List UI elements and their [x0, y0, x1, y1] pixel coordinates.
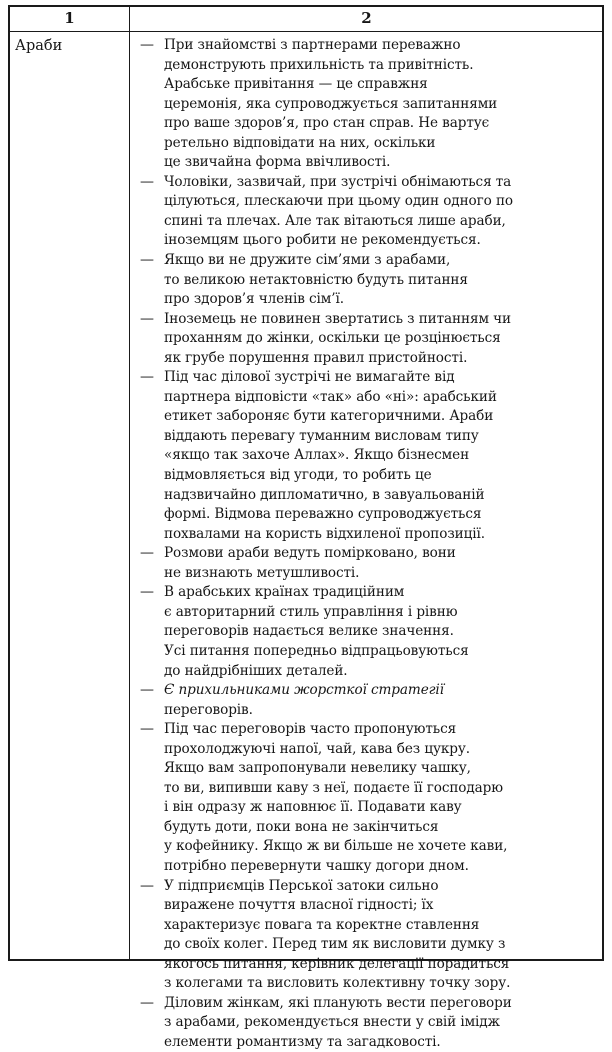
- text-line: у кофейнику. Якщо ж ви більше не хочете кави,: [164, 838, 508, 855]
- bullet-dash: —: [140, 310, 154, 327]
- text-line: партнера відповісти «так» або «ні»: арабський: [164, 388, 497, 405]
- text-line: будуть доти, поки вона не закінчиться: [164, 818, 439, 835]
- text-line: Розмови араби ведуть поміркованo, вони: [164, 545, 456, 562]
- text-line: віддають перевагу туманним висловам типу: [164, 427, 479, 444]
- text-line: Іноземець не повинен звертатись з питанням чи: [164, 310, 511, 327]
- text-line: не визнають метушливості.: [164, 564, 360, 581]
- bullet-dash: —: [140, 369, 154, 386]
- etiquette-items-list: [140, 36, 602, 1052]
- bullet-dash: —: [140, 173, 154, 190]
- text-line: це звичайна форма ввічливості.: [164, 154, 391, 171]
- bullet-dash: —: [140, 682, 154, 699]
- bullet-dash: —: [140, 37, 154, 53]
- text-line: переговорів.: [164, 701, 253, 718]
- text-line: про ваше здоров’я, про стан справ. Не вартує: [164, 115, 490, 132]
- text-line: то ви, випивши каву з неї, подаєте її господарю: [164, 779, 504, 796]
- bullet-dash: —: [140, 721, 154, 738]
- text-line: переговорів надається велике значення.: [164, 623, 454, 640]
- text-line: виражене почуття власної гідності; їх: [164, 897, 434, 914]
- text-line: прохолоджуючі напої, чай, кава без цукру.: [164, 740, 470, 757]
- text-line: Якщо ви не дружите сім’ями з арабами,: [164, 252, 451, 269]
- text-line: іноземцям цього робити не рекомендується.: [164, 232, 481, 249]
- text-line: Є прихильниками жорсткої стратегії: [164, 682, 444, 699]
- list-item: [140, 310, 602, 369]
- text-line: В арабських країнах традиційним: [164, 584, 405, 601]
- bullet-dash: —: [140, 545, 154, 562]
- text-line: характеризує повага та коректне ставлення: [164, 916, 480, 933]
- text-line: з колегами та висловить колективну точку зору.: [164, 975, 511, 992]
- text-line: похвалами на користь відхиленої пропозиції.: [164, 525, 485, 542]
- list-item: [140, 720, 602, 876]
- text-line: до своїх колег. Перед тим як висловити думку з: [164, 936, 506, 953]
- bullet-dash: —: [140, 252, 154, 269]
- text-line: проханням до жінки, оскільки це розцінюється: [164, 330, 501, 347]
- text-line: Діловим жінкам, які планують вести переговори: [164, 994, 512, 1011]
- list-item: [140, 36, 602, 173]
- bullet-dash: —: [140, 994, 154, 1011]
- bullet-dash: —: [140, 584, 154, 601]
- list-item: [140, 681, 602, 720]
- text-line: відмовляється від угоди, то робить це: [164, 467, 432, 484]
- text-line: церемонія, яка супроводжується запитаннями: [164, 95, 498, 112]
- row-label-arabs: Араби: [15, 38, 63, 54]
- text-line: етикет забороняє бути категоричними. Араби: [164, 408, 494, 425]
- text-line: спині та плечах. Але так вітаються лише араби,: [164, 212, 506, 229]
- text-line: є авторитарний стиль управління і рівню: [164, 603, 458, 620]
- text-line: як грубе порушення правил пристойності.: [164, 349, 468, 366]
- text-line: потрібно перевернути чашку догори дном.: [164, 857, 469, 874]
- column-divider: [129, 7, 130, 959]
- list-item: [140, 251, 602, 310]
- table-header-row: [10, 7, 602, 32]
- text-line: цілуються, плескаючи при цьому один одного по: [164, 193, 513, 210]
- text-line: «якщо так захоче Аллах». Якщо бізнесмен: [164, 447, 470, 464]
- text-line: формі. Відмова переважно супроводжується: [164, 506, 482, 523]
- column-header-2: 2: [361, 9, 372, 27]
- text-line: У підприємців Перської затоки сильно: [164, 877, 439, 894]
- text-line: якогось питання, керівник делегації порадиться: [164, 955, 510, 972]
- bullet-dash: —: [140, 877, 154, 894]
- text-line: елементи романтизму та загадковості.: [164, 1033, 441, 1050]
- etiquette-table: [8, 5, 604, 1050]
- text-line: про здоров’я членів сім’ї.: [164, 291, 344, 308]
- text-line: При знайомстві з партнерами переважно: [164, 37, 461, 53]
- list-item: [140, 368, 602, 544]
- list-item: [140, 173, 602, 251]
- text-line: Чоловіки, зазвичай, при зустрічі обнімаються та: [164, 173, 512, 190]
- text-line: ретельно відповідати на них, оскільки: [164, 134, 436, 151]
- list-item: [140, 583, 602, 681]
- text-line: Під час ділової зустрічі не вимагайте від: [164, 369, 455, 386]
- text-line: Усі питання попередньо відпрацьовуються: [164, 642, 469, 659]
- text-line: і він одразу ж наповнює її. Подавати каву: [164, 799, 462, 816]
- text-line: надзвичайно дипломатично, в завуальованій: [164, 486, 485, 503]
- list-item: [140, 877, 602, 994]
- text-line: Під час переговорів часто пропонуються: [164, 721, 457, 738]
- list-item: [140, 994, 602, 1052]
- text-line: до найдрібніших деталей.: [164, 662, 348, 679]
- column-header-1: 1: [64, 9, 75, 27]
- text-line: демонструють прихильність та привітність.: [164, 56, 474, 73]
- list-item: [140, 544, 602, 583]
- text-line: то великою нетактовністю будуть питання: [164, 271, 468, 288]
- text-line: Якщо вам запропонували невелику чашку,: [164, 760, 471, 777]
- text-line: з арабами, рекомендується внести у свій імідж: [164, 1014, 500, 1031]
- text-line: Арабське привітання — це справжня: [164, 76, 428, 93]
